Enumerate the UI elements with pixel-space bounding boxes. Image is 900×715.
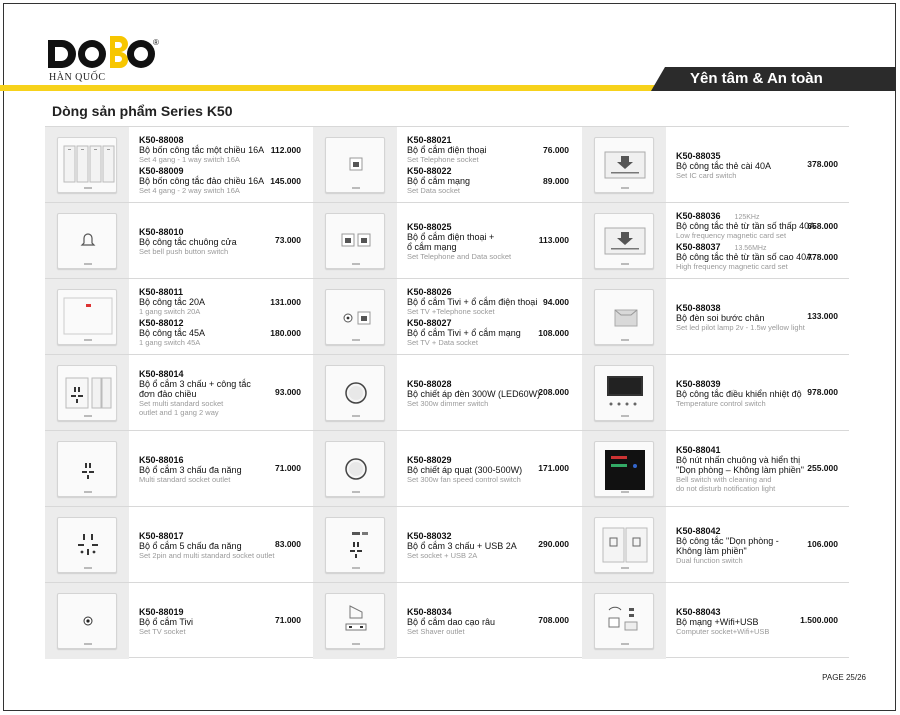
product-code-text: K50-88012 — [139, 318, 184, 328]
product-image-telephone-socket — [313, 127, 397, 203]
switch-plate — [325, 137, 385, 193]
product-cell — [582, 507, 850, 583]
product-code-text: K50-88037 — [676, 242, 721, 252]
product-row — [45, 278, 849, 354]
product-code-text: K50-88011 — [139, 287, 184, 297]
product-name: Bộ ổ cắm 3 chấu + USB 2A — [407, 540, 517, 551]
product-english-name: Set Data socket — [407, 186, 460, 195]
header-yellow-band — [0, 85, 664, 91]
product-name: Bộ công tắc 20A — [139, 297, 206, 307]
product-code-text: K50-88019 — [139, 606, 184, 617]
product-english-name: Set 4 gang - 1 way switch 16A — [139, 155, 240, 164]
product-code-text: K50-88021 — [407, 135, 452, 145]
product-name: Bộ ổ cắm mạng — [407, 176, 471, 186]
product-image-5pin-socket — [45, 507, 129, 583]
product-name: Bộ ổ cắm 3 chấu đa năng — [139, 464, 242, 475]
product-code — [676, 526, 721, 536]
product-name: Bộ công tắc thẻ từ tần số cao 40A — [676, 252, 813, 262]
frequency-label: 13.56MHz — [734, 245, 767, 252]
switch-plate — [594, 137, 654, 193]
product-name: Bộ ổ cắm 3 chấu + công tắc đơn đảo chiều — [139, 379, 251, 399]
product-price: 708.000 — [538, 615, 569, 625]
product-cell — [45, 127, 313, 203]
product-english-name: High frequency magnetic card set — [676, 262, 788, 271]
product-price: 76.000 — [543, 145, 569, 155]
page-number: PAGE 25/26 — [822, 673, 866, 682]
product-code-text: K50-88008 — [139, 135, 184, 145]
product-code — [139, 318, 184, 328]
switch-plate — [57, 137, 117, 193]
product-english-name: Set 300w dimmer switch — [407, 398, 489, 408]
product-english-name: Set Telephone socket — [407, 155, 479, 164]
product-price: 131.000 — [270, 297, 301, 307]
product-price: 113.000 — [538, 235, 569, 245]
product-code-text: K50-88042 — [676, 525, 721, 536]
product-cell — [313, 355, 581, 431]
product-price: 108.000 — [538, 328, 569, 338]
product-cell — [582, 355, 850, 431]
switch-plate — [594, 593, 654, 649]
product-name: Bộ công tắc "Dọn phòng - Không làm phiền" — [676, 535, 779, 556]
registered-mark: ® — [153, 38, 159, 47]
product-code — [139, 166, 184, 176]
product-image-card-switch — [582, 203, 666, 279]
product-price: 73.000 — [275, 235, 301, 245]
product-cell — [45, 355, 313, 431]
product-cell — [45, 583, 313, 659]
product-row — [45, 506, 849, 582]
product-english-name: Set 2pin and multi standard socket outlet — [139, 550, 275, 560]
product-name: Bộ bốn công tắc đảo chiều 16A — [139, 176, 265, 186]
product-cell — [313, 583, 581, 659]
switch-plate — [594, 441, 654, 497]
product-cell — [582, 583, 850, 659]
product-price: 133.000 — [807, 311, 838, 321]
product-cell — [45, 203, 313, 279]
product-image-dual-function — [582, 507, 666, 583]
product-code-text: K50-88036 — [676, 211, 721, 221]
product-price: 106.000 — [807, 539, 838, 549]
product-price: 71.000 — [275, 463, 301, 473]
product-code — [676, 607, 721, 617]
product-image-4-gang-switch — [45, 127, 129, 203]
switch-plate — [57, 517, 117, 573]
product-price: 93.000 — [275, 387, 301, 397]
product-image-card-switch — [582, 127, 666, 203]
product-price: 658.000 — [807, 221, 838, 231]
product-price: 208.000 — [538, 387, 569, 397]
switch-plate — [325, 213, 385, 269]
product-english-name: Set socket + USB 2A — [407, 550, 478, 560]
product-english-name: Low frequency magnetic card set — [676, 231, 787, 240]
product-name: Bộ công tắc thẻ cài 40A — [676, 160, 772, 171]
product-code — [676, 211, 759, 221]
product-code — [407, 318, 452, 328]
product-code — [139, 607, 184, 617]
product-price: 171.000 — [538, 463, 569, 473]
product-english-name: Set led pilot lamp 2v - 1.5w yellow light — [676, 322, 805, 332]
product-code-text: K50-88035 — [676, 150, 721, 161]
series-title: Dòng sản phẩm Series K50 — [52, 103, 233, 119]
product-english-name: Set 4 gang - 2 way switch 16A — [139, 186, 240, 195]
product-image-tel-data-socket — [313, 203, 397, 279]
switch-plate — [57, 289, 117, 345]
product-cell — [313, 203, 581, 279]
product-price: 1.500.000 — [800, 615, 838, 625]
product-image-usb-socket — [313, 507, 397, 583]
product-english-name: Set 300w fan speed control switch — [407, 474, 521, 484]
product-code — [676, 242, 766, 252]
product-cell — [313, 507, 581, 583]
product-price: 255.000 — [807, 463, 838, 473]
product-english-name: 1 gang switch 20A — [139, 307, 201, 316]
switch-plate — [594, 365, 654, 421]
product-name: Bộ bốn công tắc một chiều 16A — [139, 145, 265, 155]
product-price: 978.000 — [807, 387, 838, 397]
product-row — [45, 354, 849, 430]
product-code-text: K50-88025 — [407, 221, 452, 232]
product-code — [139, 227, 184, 237]
product-name: Bộ công tắc 45A — [139, 328, 206, 338]
product-code — [407, 287, 452, 297]
product-cell — [582, 203, 850, 279]
product-code — [407, 531, 452, 541]
product-code-text: K50-88043 — [676, 606, 721, 617]
product-cell — [313, 279, 581, 355]
product-english-name: Temperature control switch — [676, 398, 766, 408]
product-image-tv-tel-socket — [313, 279, 397, 355]
product-price: 94.000 — [543, 297, 569, 307]
switch-plate — [325, 593, 385, 649]
product-price: 290.000 — [538, 539, 569, 549]
switch-plate — [594, 289, 654, 345]
switch-plate — [57, 593, 117, 649]
product-image-step-light — [582, 279, 666, 355]
product-code-text: K50-88014 — [139, 369, 184, 379]
product-name: Bộ ổ cắm dao cạo râu — [407, 616, 496, 627]
product-cell — [582, 431, 850, 507]
product-name: Bộ ổ cắm Tivi — [139, 616, 194, 627]
product-code-text: K50-88029 — [407, 454, 452, 465]
switch-plate — [57, 213, 117, 269]
product-code-text: K50-88022 — [407, 166, 452, 176]
product-name: Bộ chiết áp đèn 300W (LED60W) — [407, 388, 541, 399]
switch-plate — [325, 365, 385, 421]
product-price: 71.000 — [275, 615, 301, 625]
product-code-text: K50-88038 — [676, 302, 721, 313]
product-code-text: K50-88017 — [139, 530, 184, 541]
product-price: 83.000 — [275, 539, 301, 549]
product-english-name: Set IC card switch — [676, 170, 737, 180]
product-english-name: Set TV +Telephone socket — [407, 307, 495, 316]
product-image-multi-socket — [45, 431, 129, 507]
product-code-text: K50-88041 — [676, 445, 721, 455]
product-image-tv-socket — [45, 583, 129, 659]
product-code — [407, 455, 452, 465]
product-price: 145.000 — [270, 176, 301, 186]
product-name: Bộ công tắc chuông cửa — [139, 236, 237, 247]
product-name: Bộ chiết áp quạt (300-500W) — [407, 464, 523, 475]
product-name: Bộ đèn soi bước chân — [676, 312, 765, 323]
product-row — [45, 202, 849, 278]
product-code — [407, 607, 452, 617]
product-image-dp-switch — [45, 279, 129, 355]
product-image-socket-switch — [45, 355, 129, 431]
product-english-name: Multi standard socket outlet — [139, 474, 231, 484]
product-image-bell-display — [582, 431, 666, 507]
product-row — [45, 582, 849, 658]
product-english-name: Computer socket+Wifi+USB — [676, 626, 770, 636]
product-image-bell-switch — [45, 203, 129, 279]
frequency-label: 125KHz — [734, 214, 760, 221]
product-code — [139, 287, 183, 297]
product-code-text: K50-88039 — [676, 378, 721, 389]
product-english-name: Set bell push button switch — [139, 246, 229, 256]
switch-plate — [57, 365, 117, 421]
product-cell — [45, 279, 313, 355]
product-english-name: Set TV socket — [139, 626, 186, 636]
product-cell — [582, 279, 850, 355]
slogan: Yên tâm & An toàn — [690, 70, 823, 87]
brand-country: HÀN QUỐC — [49, 72, 106, 83]
product-cell — [45, 431, 313, 507]
product-name: Bộ nút nhấn chuông và hiển thị "Dọn phòng – Không làm phiền" — [676, 455, 804, 475]
product-name: Bộ mạng +Wifi+USB — [676, 616, 759, 627]
switch-plate — [325, 517, 385, 573]
product-code — [407, 379, 452, 389]
product-price: 112.000 — [270, 145, 301, 155]
product-name: Bộ ổ cắm Tivi + ổ cắm điện thoại — [407, 297, 538, 307]
product-english-name: Set Telephone and Data socket — [407, 251, 512, 261]
product-price: 378.000 — [807, 159, 838, 169]
product-row — [45, 126, 849, 202]
product-code-text: K50-88016 — [139, 454, 184, 465]
product-code — [676, 445, 721, 455]
product-name: Bộ công tắc thẻ từ tần số thấp 40A — [676, 221, 816, 231]
switch-plate — [594, 213, 654, 269]
product-code — [676, 303, 721, 313]
switch-plate — [594, 517, 654, 573]
product-image-wifi-usb — [582, 583, 666, 659]
product-cell — [313, 431, 581, 507]
product-price: 180.000 — [270, 328, 301, 338]
product-code-text: K50-88034 — [407, 606, 452, 617]
product-price: 89.000 — [543, 176, 569, 186]
product-code-text: K50-88010 — [139, 226, 184, 237]
product-name: Bộ công tắc điều khiển nhiệt độ — [676, 388, 802, 399]
product-code — [407, 135, 452, 145]
product-image-shaver-socket — [313, 583, 397, 659]
product-name: Bộ ổ cắm điện thoại + ổ cắm mạng — [407, 231, 495, 252]
product-code — [676, 379, 721, 389]
product-code-text: K50-88026 — [407, 287, 452, 297]
product-name: Bộ ổ cắm điện thoại — [407, 145, 487, 155]
product-english-name: Set multi standard socket outlet and 1 gang 2 way — [139, 399, 224, 417]
switch-plate — [325, 289, 385, 345]
product-code — [139, 135, 184, 145]
product-english-name: Set Shaver outlet — [407, 626, 465, 636]
product-english-name: Set TV + Data socket — [407, 338, 478, 347]
product-english-name: Dual function switch — [676, 555, 743, 565]
product-name: Bộ ổ cắm Tivi + ổ cắm mạng — [407, 328, 521, 338]
product-name: Bộ ổ cắm 5 chấu đa năng — [139, 540, 242, 551]
product-code — [139, 455, 184, 465]
product-image-dimmer — [313, 355, 397, 431]
product-cell — [313, 127, 581, 203]
product-image-thermostat — [582, 355, 666, 431]
product-cell — [582, 127, 850, 203]
product-code-text: K50-88028 — [407, 378, 452, 389]
product-price: 778.000 — [807, 252, 838, 262]
product-code-text: K50-88027 — [407, 318, 452, 328]
product-row — [45, 430, 849, 506]
switch-plate — [325, 441, 385, 497]
product-image-fan-speed — [313, 431, 397, 507]
product-cell — [45, 507, 313, 583]
product-code — [407, 222, 452, 232]
product-code — [139, 531, 184, 541]
product-code — [407, 166, 452, 176]
product-english-name: 1 gang switch 45A — [139, 338, 201, 347]
product-code-text: K50-88032 — [407, 530, 452, 541]
product-code — [676, 151, 721, 161]
product-code-text: K50-88009 — [139, 166, 184, 176]
product-code — [139, 369, 184, 379]
switch-plate — [57, 441, 117, 497]
product-english-name: Bell switch with cleaning and do not disturb notification light — [676, 475, 776, 493]
